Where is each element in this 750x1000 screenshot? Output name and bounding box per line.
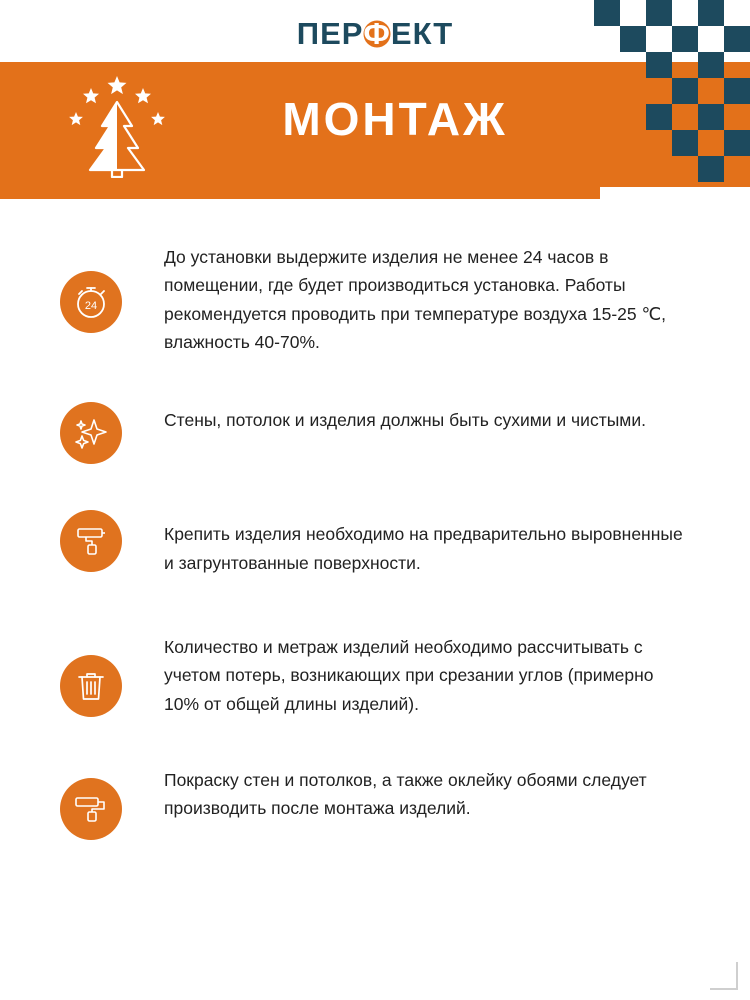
list-item bbox=[60, 241, 690, 356]
list-item-text: До установки выдержите изделия не менее 24 часов в помещении, где будет производиться установка. Работы рекомендуется проводить при температуре воздуха 15-25 ℃, влажность 40-70%. bbox=[164, 247, 667, 353]
list-item-text: Покраску стен и потолков, а также оклейку обоями следует производить после монтажа изделий. bbox=[164, 770, 647, 819]
list-item-text: Крепить изделия необходимо на предварительно выровненные и загрунтованные поверхности. bbox=[164, 524, 683, 573]
list-item bbox=[60, 398, 690, 464]
list-item-text: Стены, потолок и изделия должны быть сухими и чистыми. bbox=[164, 410, 646, 431]
paint-roller-icon bbox=[60, 510, 122, 572]
corner-crop-mark bbox=[710, 962, 738, 990]
page-title: МОНТАЖ bbox=[282, 93, 508, 145]
trash-bin-icon bbox=[60, 655, 122, 717]
list-item bbox=[60, 762, 690, 840]
header-band bbox=[0, 62, 750, 187]
paint-roller-wall-icon bbox=[60, 778, 122, 840]
sparkle-clean-icon bbox=[60, 402, 122, 464]
instructions-list bbox=[0, 199, 750, 840]
brand-logo bbox=[0, 18, 750, 49]
stopwatch-24h-icon bbox=[60, 271, 122, 333]
list-item bbox=[60, 631, 690, 718]
brand-logo-part2: ЕКТ bbox=[390, 16, 454, 51]
list-item bbox=[60, 510, 690, 577]
list-item-text: Количество и метраж изделий необходимо рассчитывать с учетом потерь, возникающих при срезании углов (примерно 10% от общей длины изделий). bbox=[164, 637, 654, 714]
svg-text:24: 24 bbox=[84, 300, 98, 312]
brand-logo-part1: ПЕР bbox=[296, 16, 364, 51]
brand-logo-dot: Ф bbox=[363, 16, 391, 51]
band-underline bbox=[0, 187, 600, 199]
